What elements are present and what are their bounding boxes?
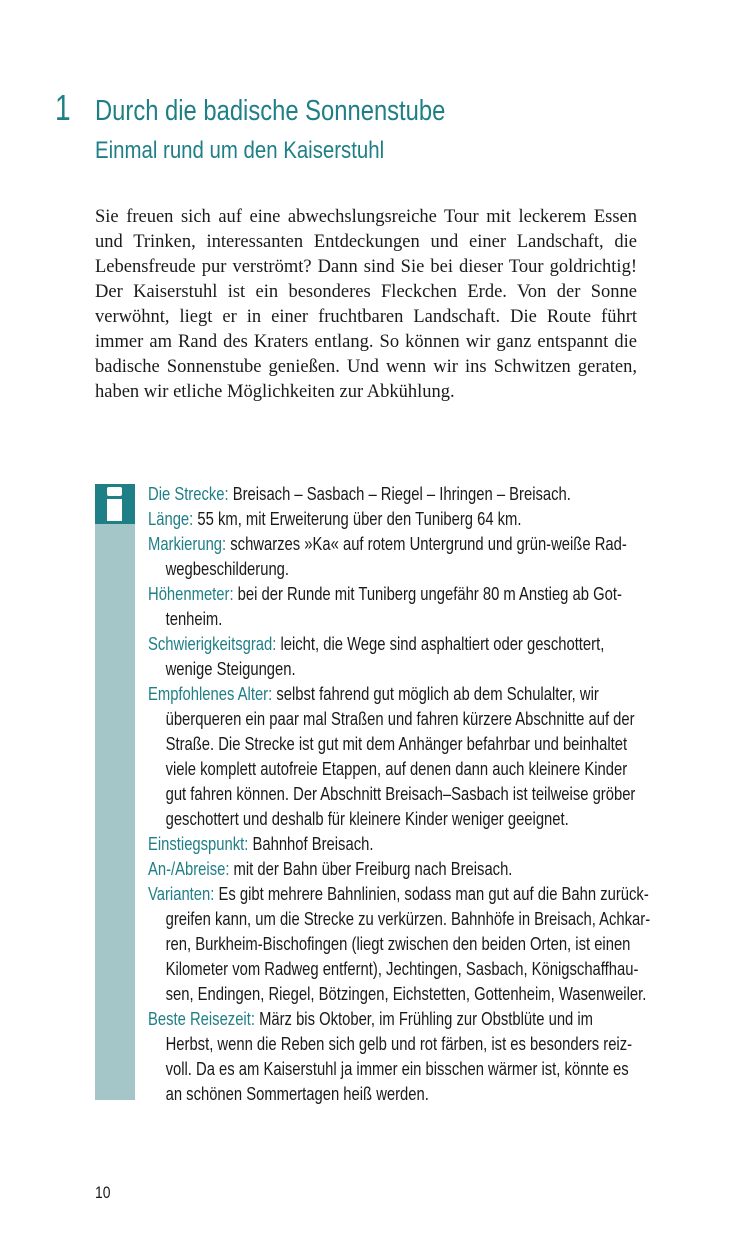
info-item-line <box>148 706 636 731</box>
info-icon-dot <box>107 487 122 496</box>
info-item <box>148 856 636 881</box>
info-item-value: geschottert und deshalb für kleinere Kinder weniger geeignet. <box>165 808 569 829</box>
info-item <box>148 681 636 831</box>
info-item-key: Länge: <box>148 508 194 529</box>
info-item-value: Es gibt mehrere Bahnlinien, sodass man gut auf die Bahn zurück- <box>218 883 649 904</box>
info-box-bar <box>95 484 135 1100</box>
info-item-line <box>148 781 636 806</box>
info-item-value: an schönen Sommertagen heiß werden. <box>165 1083 429 1104</box>
info-item-line <box>148 956 639 981</box>
info-item-line <box>148 531 636 556</box>
info-item-value: überqueren ein paar mal Straßen und fahren kürzere Abschnitte auf der <box>165 708 635 729</box>
info-item-value: tenheim. <box>165 608 223 629</box>
info-item-line <box>148 681 636 706</box>
info-item-value: Herbst, wenn die Reben sich gelb und rot färben, ist es besonders reiz- <box>165 1033 633 1054</box>
info-item-line <box>148 1081 636 1106</box>
info-item-line <box>148 631 636 656</box>
info-item-line <box>148 506 636 531</box>
info-item-line <box>148 906 651 931</box>
info-item <box>148 631 636 681</box>
info-item-line <box>148 1031 636 1056</box>
info-item-line <box>148 481 636 506</box>
info-item-key: An-/Abreise: <box>148 858 230 879</box>
info-item-line <box>148 981 647 1006</box>
chapter-number: 1 <box>55 87 71 128</box>
info-item-line <box>148 881 649 906</box>
info-item-value: selbst fahrend gut möglich ab dem Schulalter, wir <box>276 683 599 704</box>
info-item-value: Bahnhof Breisach. <box>252 833 374 854</box>
info-item-value: wegbeschilderung. <box>165 558 290 579</box>
info-item-key: Einstiegspunkt: <box>148 833 249 854</box>
info-item-key: Schwierigkeitsgrad: <box>148 633 277 654</box>
info-item-value: Kilometer vom Radweg entfernt), Jechtingen, Sasbach, Königschaffhau- <box>165 958 639 979</box>
info-item-line <box>148 1006 636 1031</box>
info-item <box>148 831 636 856</box>
info-item <box>148 581 636 631</box>
info-item-line <box>148 606 636 631</box>
info-item <box>148 881 651 1006</box>
info-i-icon <box>95 484 135 524</box>
info-item <box>148 506 636 531</box>
info-item-key: Empfohlenes Alter: <box>148 683 273 704</box>
info-item-line <box>148 656 636 681</box>
info-item-value: schwarzes »Ka« auf rotem Untergrund und grün-weiße Rad- <box>230 533 627 554</box>
info-item <box>148 1006 636 1106</box>
info-item-value: bei der Runde mit Tuniberg ungefähr 80 m Anstieg ab Got- <box>237 583 622 604</box>
info-item-value: wenige Steigungen. <box>165 658 296 679</box>
info-item-value: Breisach – Sasbach – Riegel – Ihringen – Breisach. <box>232 483 571 504</box>
info-item-key: Höhenmeter: <box>148 583 234 604</box>
info-item-value: greifen kann, um die Strecke zu verkürzen. Bahnhöfe in Breisach, Achkar- <box>165 908 651 929</box>
info-item <box>148 481 636 506</box>
info-item-line <box>148 931 636 956</box>
info-item-line <box>148 831 636 856</box>
info-item-value: März bis Oktober, im Frühling zur Obstblüte und im <box>259 1008 594 1029</box>
info-item-key: Die Strecke: <box>148 483 229 504</box>
info-item-line <box>148 731 636 756</box>
info-item-line <box>148 1056 636 1081</box>
chapter-title: Durch die badische Sonnenstube <box>95 95 446 127</box>
page-number: 10 <box>95 1183 111 1202</box>
info-item-line <box>148 856 636 881</box>
info-item-line <box>148 556 636 581</box>
info-item-key: Varianten: <box>148 883 215 904</box>
info-item-line <box>148 581 636 606</box>
info-item-line <box>148 806 636 831</box>
info-item <box>148 531 636 581</box>
info-item-value: leicht, die Wege sind asphaltiert oder geschottert, <box>280 633 605 654</box>
info-item-value: gut fahren können. Der Abschnitt Breisach–Sasbach ist teilweise gröber <box>165 783 636 804</box>
info-item-value: mit der Bahn über Freiburg nach Breisach. <box>233 858 513 879</box>
intro-paragraph: Sie freuen sich auf eine abwechslungsreiche Tour mit leckerem Essen und Trinken, interessanten Entdeckungen und einer Landschaft, die Lebensfreude pur verströmt? Dann sind Sie bei dieser Tour goldrichtig! Der Kaiserstuhl ist ein besonderes Fleckchen Erde. Von der Sonne verwöhnt, liegt er in einer fruchtbaren Landschaft. Die Route führt immer am Rand des Kraters entlang. So können wir ganz entspannt die badische Sonnenstube genießen. Und wenn wir ins Schwitzen geraten, haben wir etliche Möglichkeiten zur Abkühlung. <box>95 207 637 402</box>
info-item-value: sen, Endingen, Riegel, Bötzingen, Eichstetten, Gottenheim, Wasenweiler. <box>165 983 647 1004</box>
info-item-value: voll. Da es am Kaiserstuhl ja immer ein bisschen wärmer ist, könnte es <box>165 1058 629 1079</box>
info-item-value: Straße. Die Strecke ist gut mit dem Anhänger befahrbar und beinhaltet <box>165 733 628 754</box>
chapter-subtitle: Einmal rund um den Kaiserstuhl <box>95 137 385 164</box>
info-item-value: viele komplett autofreie Etappen, auf denen dann auch kleinere Kinder <box>165 758 628 779</box>
info-item-value: 55 km, mit Erweiterung über den Tuniberg 64 km. <box>197 508 522 529</box>
info-icon-stem <box>107 499 122 521</box>
tour-info-list <box>148 481 651 1106</box>
info-item-key: Beste Reisezeit: <box>148 1008 255 1029</box>
info-item-value: ren, Burkheim-Bischofingen (liegt zwischen den beiden Orten, ist einen <box>165 933 631 954</box>
info-item-key: Markierung: <box>148 533 227 554</box>
info-item-line <box>148 756 636 781</box>
